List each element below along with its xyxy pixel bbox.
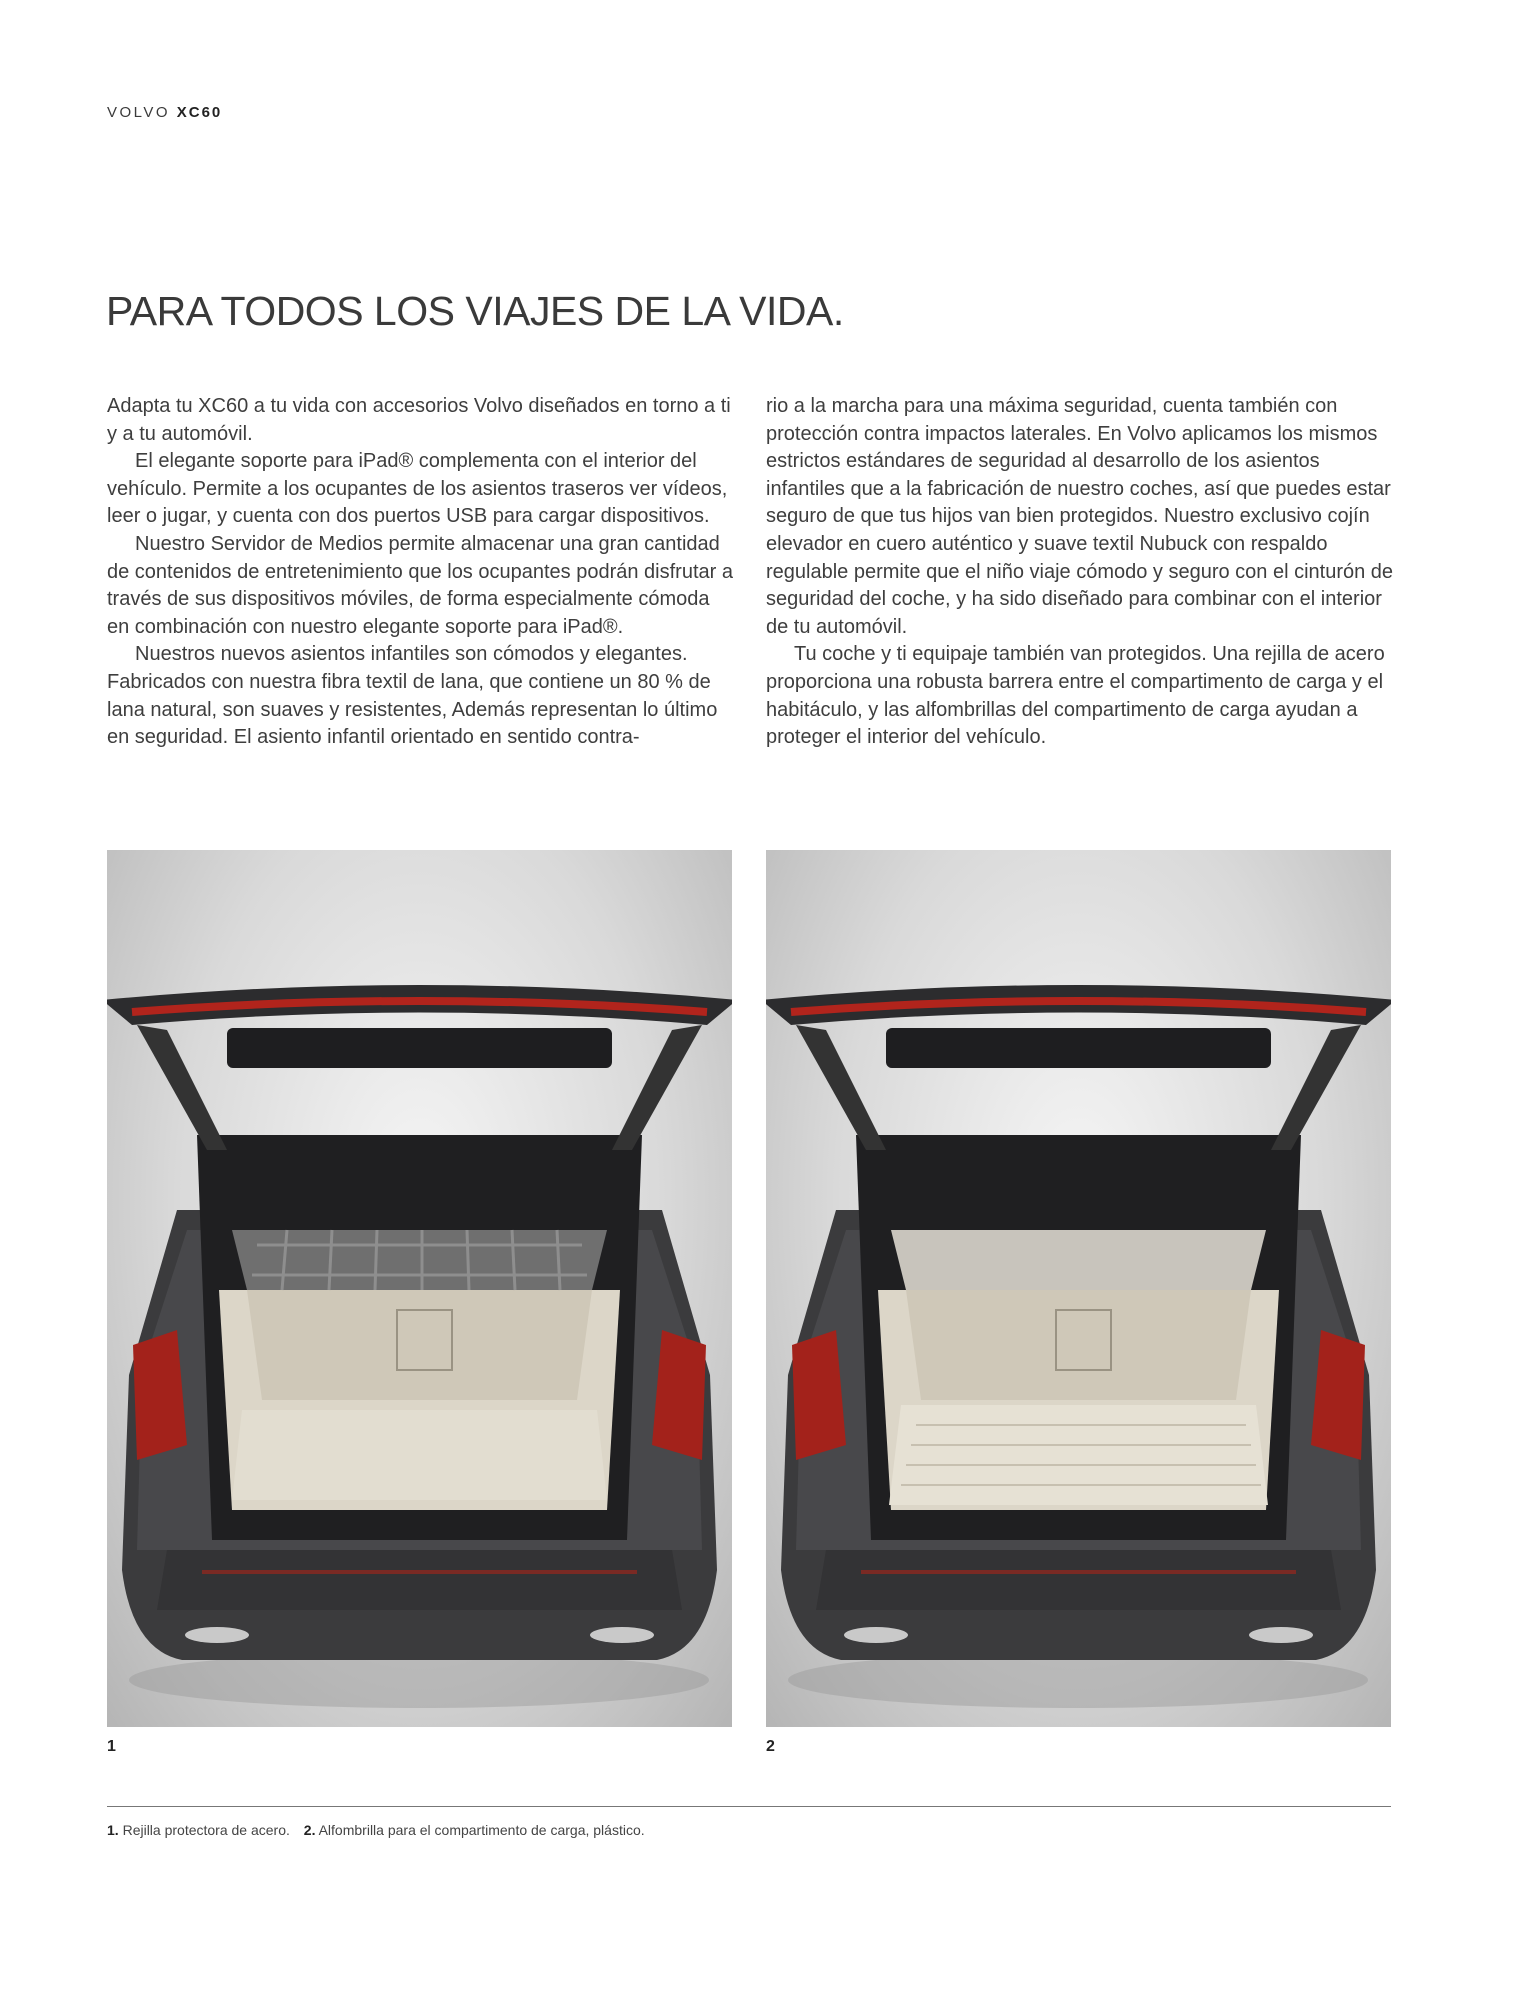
paragraph: El elegante soporte para iPad® complementa con el interior del vehículo. Permite a los ocupantes de los asientos traseros ver vídeos, leer o jugar, y cuenta con dos puertos USB para cargar dispositivos. — [107, 450, 728, 528]
image-number: 1 — [107, 1738, 116, 1755]
caption-number: 1. — [107, 1822, 119, 1838]
footer-divider — [107, 1806, 1391, 1807]
paragraph: Nuestro Servidor de Medios permite almacenar una gran cantidad de contenidos de entretenimiento que los ocupantes podrán disfrutar a través de sus dispositivos móviles, de forma especialmente cómoda en combinación con nuestro elegante soporte para iPad®. — [107, 532, 733, 638]
brand-header — [107, 104, 222, 121]
image-number: 2 — [766, 1738, 775, 1755]
model-name: XC60 — [176, 104, 223, 121]
paragraph: rio a la marcha para una máxima seguridad, cuenta también con protección contra impactos laterales. En Volvo aplicamos los mismos estrictos estándares de seguridad al desarrollo de los asientos infantiles que a la fabricación de nuestro coches, así que puedes estar seguro de que tus hijos van bien protegidos. Nuestro exclusivo cojín elevador en cuero auténtico y suave textil Nubuck con respaldo regulable permite que el niño viaje cómodo y seguro con el cinturón de seguridad del coche, y ha sido diseñado para combinar con el interior de tu automóvil. — [766, 395, 1394, 638]
car-photo-cargo-mat — [766, 850, 1391, 1727]
paragraph: Nuestros nuevos asientos infantiles son cómodos y elegantes. Fabricados con nuestra fibra textil de lana, que contiene un 80 % de lana natural, son suaves y resistentes, Además representan lo último en seguridad. El asiento infantil orientado en sentido contra- — [107, 643, 718, 749]
car-rear-illustration — [107, 850, 732, 1727]
body-column-1 — [107, 393, 737, 752]
car-photo-steel-grille — [107, 850, 732, 1727]
page-title: PARA TODOS LOS VIAJES DE LA VIDA. — [106, 288, 844, 334]
footer-captions — [107, 1822, 645, 1838]
car-rear-illustration — [766, 850, 1391, 1727]
brand-name: VOLVO — [107, 104, 171, 121]
paragraph: Adapta tu XC60 a tu vida con accesorios Volvo diseñados en torno a ti y a tu automóvil. — [107, 395, 731, 445]
caption-text: Rejilla protectora de acero. — [122, 1822, 290, 1838]
caption-text: Alfombrilla para el compartimento de carga, plástico. — [318, 1822, 645, 1838]
body-column-2 — [766, 393, 1396, 752]
paragraph: Tu coche y ti equipaje también van protegidos. Una rejilla de acero proporciona una robusta barrera entre el compartimento de carga y el habitáculo, y las alfombrillas del compartimento de carga ayudan a proteger el interior del vehículo. — [766, 643, 1385, 749]
caption-number: 2. — [303, 1822, 316, 1838]
